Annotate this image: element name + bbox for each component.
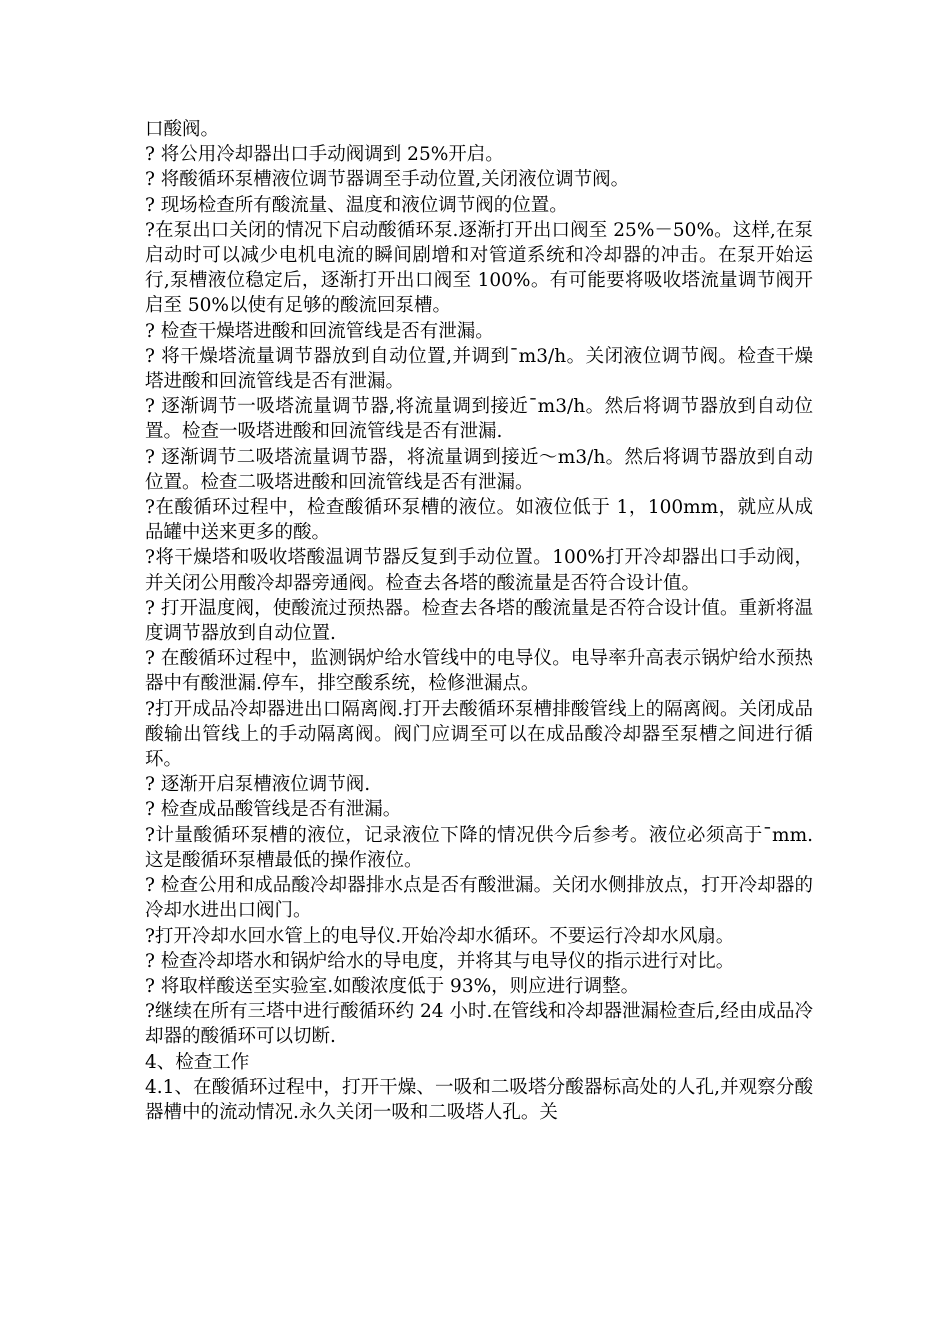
paragraph-2: ? 将公用冷却器出口手动阀调到 25%开启。 [145,144,504,166]
paragraph-21: ? 将取样酸送至实验室.如酸浓度低于 93%，则应进行调整。 [145,975,640,997]
paragraph-19: ?打开冷却水回水管上的电导仪.开始冷却水循环。不要运行冷却水风扇。 [145,925,735,947]
paragraph-14: ?打开成品冷却器进出口隔离阀.打开去酸循环泵槽排酸管线上的隔离阀。关闭成品酸输出管线上的手动隔离阀。阀门应调至可以在成品酸冷却器至泵槽之间进行循环。 [145,698,813,771]
paragraph-16: ? 检查成品酸管线是否有泄漏。 [145,799,402,821]
paragraph-6: ? 检查干燥塔进酸和回流管线是否有泄漏。 [145,320,494,342]
section-heading: 4、检查工作 [145,1051,250,1073]
paragraph-10: ?在酸循环过程中，检查酸循环泵槽的液位。如液位低于 1，100mm，就应从成品罐中送来更多的酸。 [145,497,813,544]
paragraph-20: ? 检查冷却塔水和锅炉给水的导电度，并将其与电导仪的指示进行对比。 [145,950,735,972]
paragraph-15: ? 逐渐开启泵槽液位调节阀. [145,774,371,796]
paragraph-7: ? 将干燥塔流量调节器放到自动位置,并调到¯m3/h。关闭液位调节阀。检查干燥塔进酸和回流管线是否有泄漏。 [145,345,813,393]
paragraph-5: ?在泵出口关闭的情况下启动酸循环泵.逐渐打开出口阀至 25%－50%。这样,在泵启动时可以减少电机电流的瞬间剧增和对管道系统和冷却器的冲击。在泵开始运行,泵槽液位稳定后，逐渐打开出口阀至 100%。有可能要将吸收塔流量调节阀开启至 50%以使有足够的酸流回泵槽。 [145,219,813,317]
paragraph-18: ? 检查公用和成品酸冷却器排水点是否有酸泄漏。关闭水侧排放点，打开冷却器的冷却水进出口阀门。 [145,875,813,922]
paragraph-12: ? 打开温度阀，使酸流过预热器。检查去各塔的酸流量是否符合设计值。重新将温度调节器放到自动位置. [145,597,813,645]
paragraph-24: 4.1、在酸循环过程中，打开干燥、一吸和二吸塔分酸器标高处的人孔,并观察分酸器槽中的流动情况.永久关闭一吸和二吸塔人孔。关 [145,1076,813,1123]
paragraph-22: ?继续在所有三塔中进行酸循环约 24 小时.在管线和冷却器泄漏检查后,经由成品冷却器的酸循环可以切断. [145,1001,813,1048]
paragraph-1: 口酸阀。 [145,119,220,140]
paragraph-17: ?计量酸循环泵槽的液位，记录液位下降的情况供今后参考。液位必须高于¯mm.这是酸循环泵槽最低的操作液位。 [145,824,813,871]
paragraph-13: ? 在酸循环过程中，监测锅炉给水管线中的电导仪。电导率升高表示锅炉给水预热器中有酸泄漏.停车，排空酸系统，检修泄漏点。 [145,648,813,695]
paragraph-4: ? 现场检查所有酸流量、温度和液位调节阀的位置。 [145,194,568,216]
paragraph-9: ? 逐渐调节二吸塔流量调节器，将流量调到接近～m3/h。然后将调节器放到自动位置。检查二吸塔进酸和回流管线是否有泄漏。 [145,446,813,493]
paragraph-3: ? 将酸循环泵槽液位调节器调至手动位置,关闭液位调节阀。 [145,169,630,191]
paragraph-11: ?将干燥塔和吸收塔酸温调节器反复到手动位置。100%打开冷却器出口手动阀，并关闭公用酸冷却器旁通阀。检查去各塔的酸流量是否符合设计值。 [145,547,813,594]
paragraph-8: ? 逐渐调节一吸塔流量调节器,将流量调到接近¯m3/h。然后将调节器放到自动位置。检查一吸塔进酸和回流管线是否有泄漏. [145,396,813,443]
document-body [145,117,813,1125]
